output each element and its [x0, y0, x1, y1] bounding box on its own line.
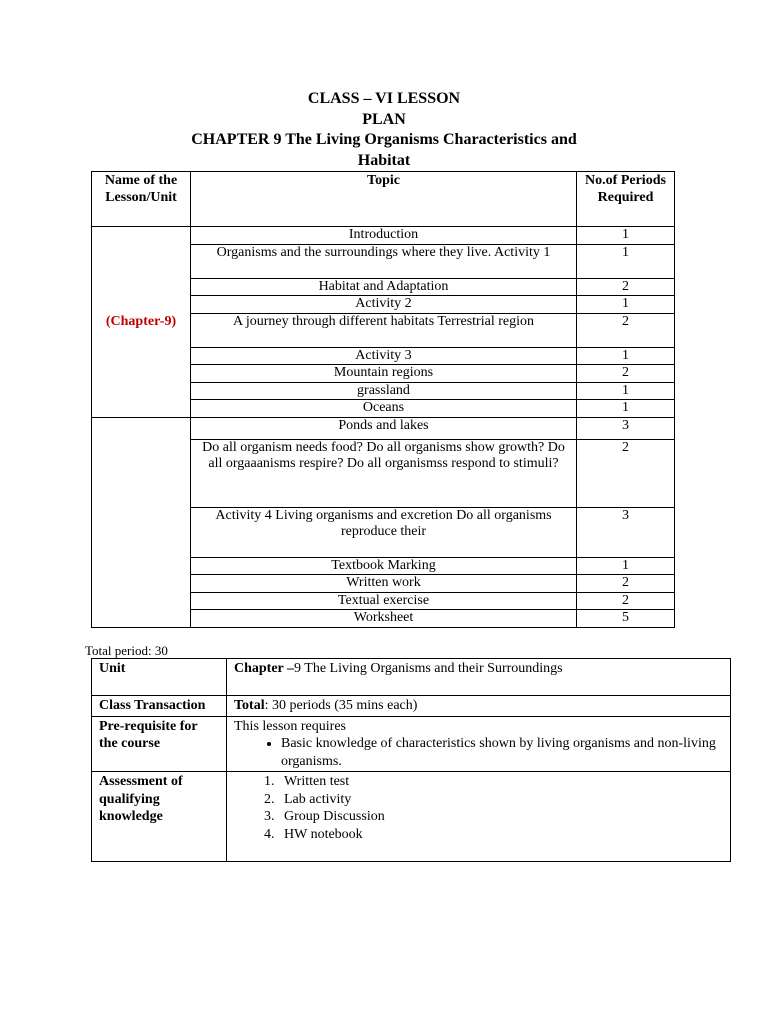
topic-cell: Organisms and the surroundings where they live. Activity 1: [191, 244, 577, 278]
total-period-note: Total period: 30: [85, 643, 168, 658]
periods-cell: 3: [577, 417, 675, 439]
topic-cell: Written work: [191, 575, 577, 593]
periods-cell: 1: [577, 557, 675, 575]
prerequisite-bullet: • Basic knowledge of characteristics shown by living organisms and non-living organisms.: [281, 735, 723, 770]
course-details-table: [91, 658, 731, 862]
header-row: [92, 172, 675, 227]
title-line-2: PLAN: [362, 110, 406, 128]
assessment-value: [227, 772, 731, 862]
unit-label: Unit: [92, 659, 227, 696]
periods-cell: 1: [577, 382, 675, 400]
class-transaction-value: [227, 696, 731, 717]
periods-cell: 2: [577, 278, 675, 296]
periods-cell: 2: [577, 439, 675, 507]
table-row: [92, 227, 675, 245]
periods-cell: 1: [577, 347, 675, 365]
topic-cell: Activity 4 Living organisms and excretion Do all organisms reproduce their: [191, 507, 577, 557]
header-periods: No.of Periods Required: [577, 172, 675, 227]
table-row: [92, 417, 675, 439]
periods-cell: 5: [577, 610, 675, 628]
assessment-item: 2. Lab activity: [278, 791, 723, 809]
periods-cell: 2: [577, 592, 675, 610]
periods-cell: 1: [577, 244, 675, 278]
assessment-list: [234, 773, 723, 843]
title-line-4: Habitat: [357, 151, 411, 169]
topic-cell: Introduction: [191, 227, 577, 245]
topic-cell: Oceans: [191, 400, 577, 418]
document-title: [0, 89, 768, 171]
assessment-row: [92, 772, 731, 862]
lesson-plan-table: [91, 171, 675, 628]
periods-cell: 1: [577, 400, 675, 418]
unit-value: [227, 659, 731, 696]
topic-cell: grassland: [191, 382, 577, 400]
periods-cell: 2: [577, 313, 675, 347]
topic-cell: Textual exercise: [191, 592, 577, 610]
topic-cell: Do all organism needs food? Do all organisms show growth? Do all orgaaanisms respire? Do all organismss respond to stimuli?: [191, 439, 577, 507]
prerequisite-list: [234, 735, 723, 770]
assessment-item: 3. Group Discussion: [278, 808, 723, 826]
periods-cell: 2: [577, 365, 675, 383]
periods-cell: 3: [577, 507, 675, 557]
header-lesson-unit: Name of the Lesson/Unit: [92, 172, 191, 227]
topic-cell: Worksheet: [191, 610, 577, 628]
assessment-label: Assessment of qualifying knowledge: [92, 772, 227, 862]
topic-cell: Textbook Marking: [191, 557, 577, 575]
unit-row: [92, 659, 731, 696]
prerequisite-label: Pre-requisite for the course: [92, 716, 227, 772]
topic-cell: Mountain regions: [191, 365, 577, 383]
unit-prefix: Chapter –: [234, 661, 295, 676]
topic-cell: Activity 3: [191, 347, 577, 365]
topic-cell: Ponds and lakes: [191, 417, 577, 439]
chapter-label: (Chapter-9): [92, 227, 191, 418]
title-line-3: CHAPTER 9 The Living Organisms Characteristics and: [191, 131, 577, 148]
periods-cell: 2: [577, 575, 675, 593]
prerequisite-value: [227, 716, 731, 772]
header-topic: Topic: [191, 172, 577, 227]
title-line-1: CLASS – VI LESSON: [307, 90, 461, 107]
assessment-item: 1. Written test: [278, 773, 723, 791]
prerequisite-row: [92, 716, 731, 772]
lesson-unit-cell-empty: [92, 417, 191, 627]
periods-cell: 1: [577, 227, 675, 245]
class-transaction-row: [92, 696, 731, 717]
periods-cell: 1: [577, 296, 675, 314]
topic-cell: Habitat and Adaptation: [191, 278, 577, 296]
unit-text: 9 The Living Organisms and their Surroundings: [294, 661, 563, 676]
topic-cell: A journey through different habitats Terrestrial region: [191, 313, 577, 347]
assessment-item: 4. HW notebook: [278, 826, 723, 844]
topic-cell: Activity 2: [191, 296, 577, 314]
lesson-plan-body: [92, 227, 675, 628]
prerequisite-intro: This lesson requires: [234, 718, 346, 734]
total-prefix: Total: [234, 698, 265, 713]
total-text: : 30 periods (35 mins each): [264, 698, 418, 713]
class-transaction-label: Class Transaction: [92, 696, 227, 717]
